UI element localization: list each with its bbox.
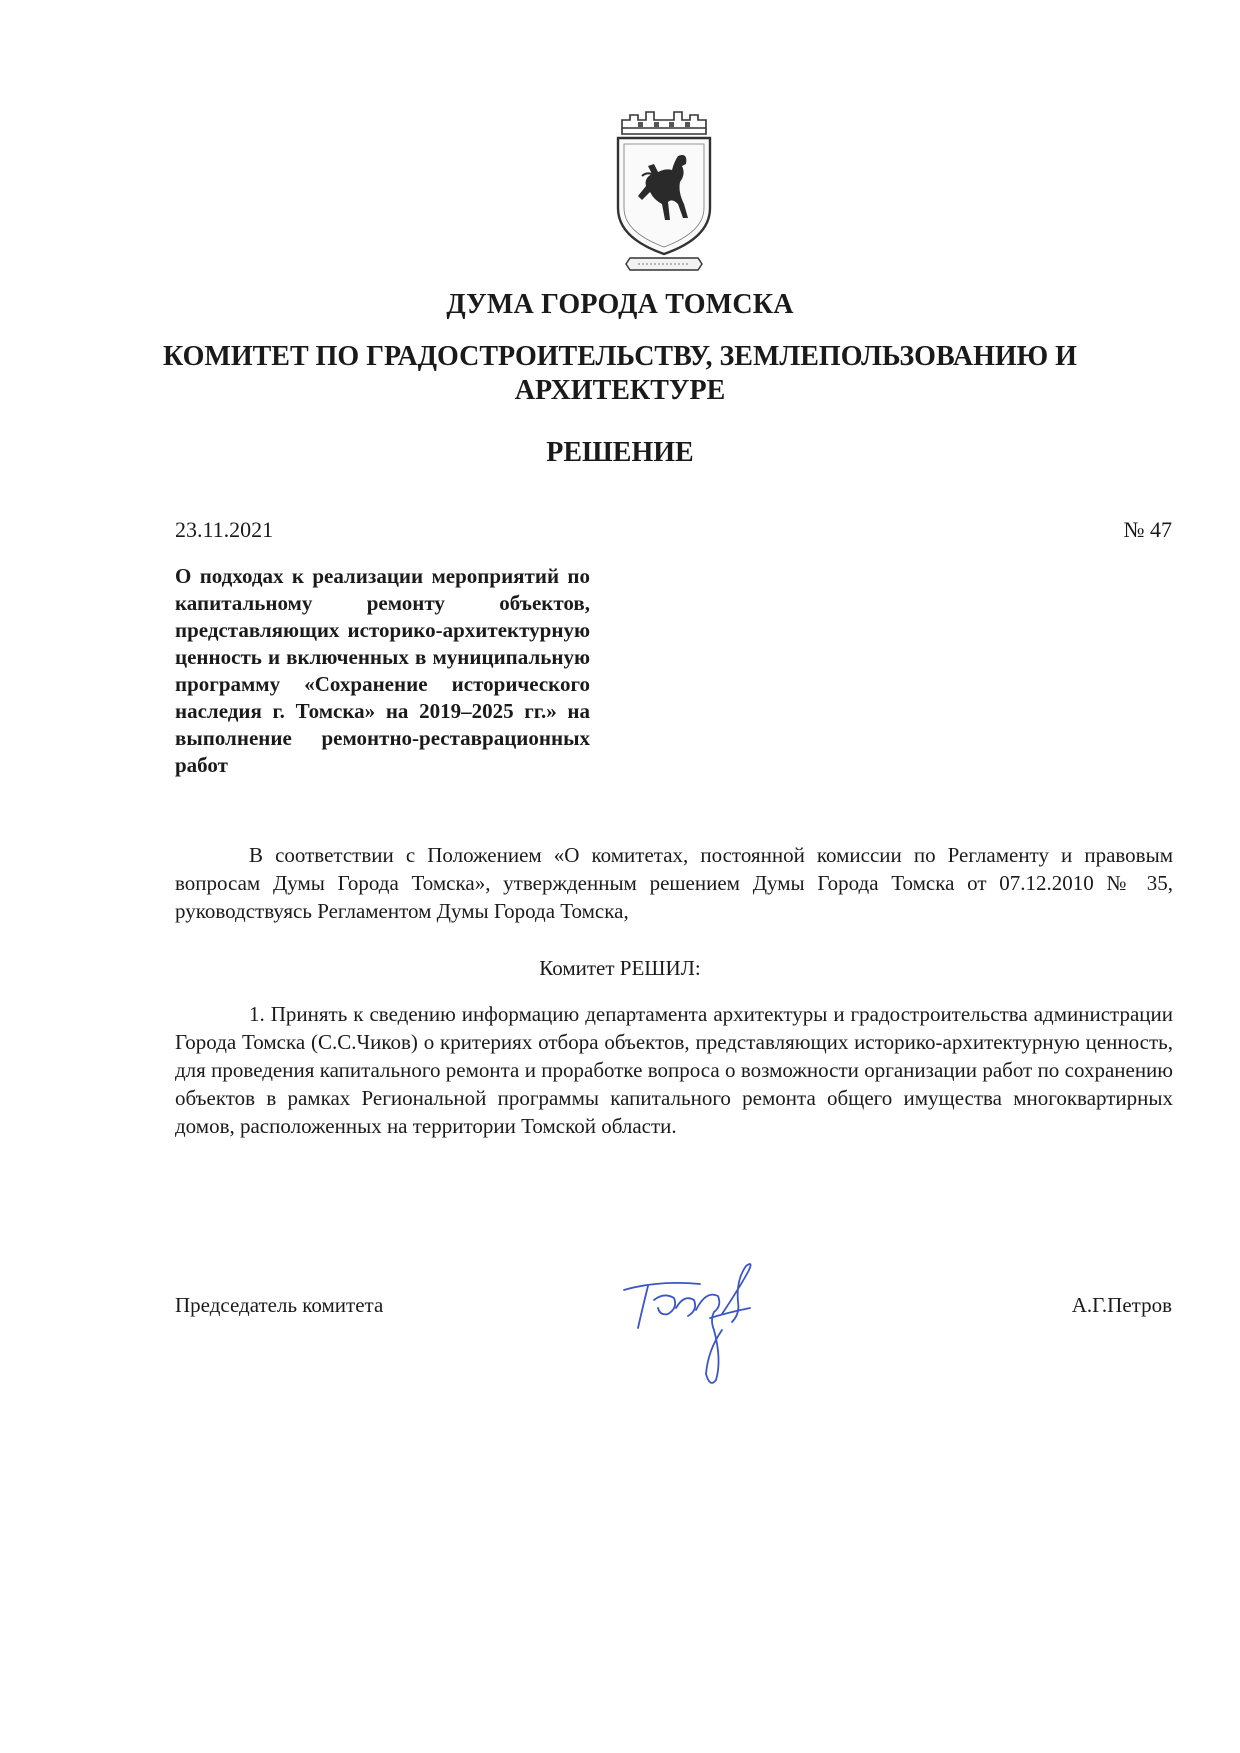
committee-title: КОМИТЕТ ПО ГРАДОСТРОИТЕЛЬСТВУ, ЗЕМЛЕПОЛЬЗОВАНИЮ И АРХИТЕКТУРЕ [163,341,1077,406]
signer-title: Председатель комитета [175,1293,384,1317]
signature-icon [618,1250,818,1390]
signer-name: А.Г.Петров [1071,1293,1172,1317]
document-type: РЕШЕНИЕ [546,437,694,468]
organization-title: ДУМА ГОРОДА ТОМСКА [446,289,794,320]
preamble-paragraph: В соответствии с Положением «О комитетах, постоянной комиссии по Регламенту и правовым вопросам Думы Города Томска», утвержденным решением Думы Города Томска от 07.12.2010 № 35, руководствуясь Регламентом Думы Города Томска, [175,843,1173,923]
document-subject: О подходах к реализации мероприятий по капитальному ремонту объектов, представляющих историко-архитектурную ценность и включенных в муниципальную программу «Сохранение исторического наследия г. Томска» на 2019–2025 гг.» на выполнение ремонтно-реставрационных работ [175,564,590,777]
document-date: 23.11.2021 [175,517,274,542]
document-number: № 47 [1123,517,1172,542]
resolution-item-1: 1. Принять к сведению информацию департамента архитектуры и градостроительства администрации Города Томска (С.С.Чиков) о критериях отбора объектов, представляющих историко-архитектурную ценность, для проведения капитального ремонта и проработке вопроса о возможности организации работ по сохранению объектов в рамках Региональной программы капитального ремонта общего имущества многоквартирных домов, расположенных на территории Томской области. [175,1002,1173,1138]
resolution-heading: Комитет РЕШИЛ: [539,956,701,980]
coat-of-arms-icon [608,108,720,276]
